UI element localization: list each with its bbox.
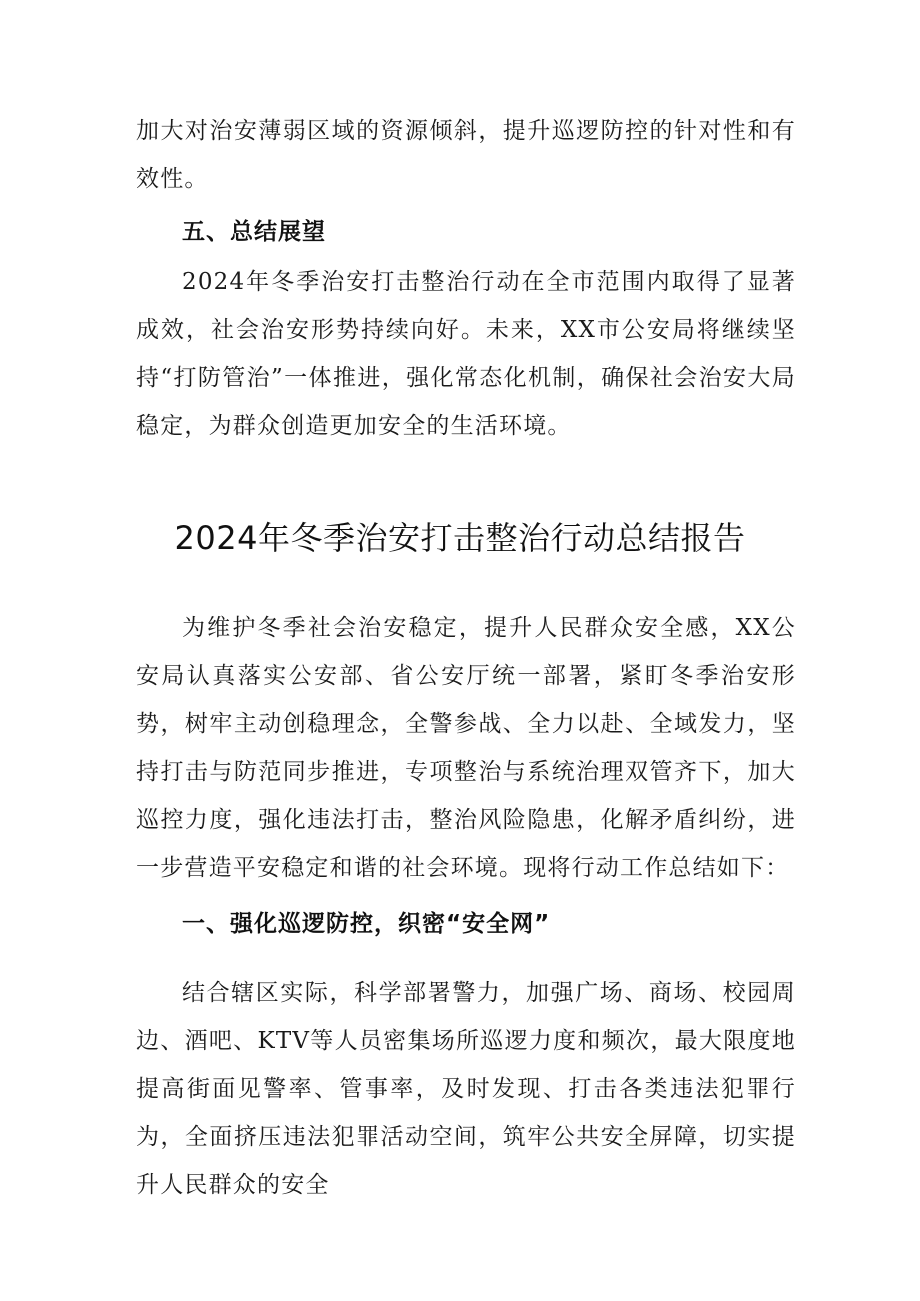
section-one-paragraph: 结合辖区实际，科学部署警力，加强广场、商场、校园周边、酒吧、KTV等人员密集场所巡逻力度和频次，最大限度地提高街面见警率、管事率，及时发现、打击各类违法犯罪行为，全面挤压违法犯罪活动空间，筑牢公共安全屏障，切实提升人民群众的安全 [136, 980, 796, 1198]
report-intro-paragraph: 为维护冬季社会治安稳定，提升人民群众安全感，XX公安局认真落实公安部、省公安厅统一部署，紧盯冬季治安形势，树牢主动创稳理念，全警参战、全力以赴、全域发力，坚持打击与防范同步推进，专项整治与系统治理双管齐下，加大巡控力度，强化违法打击，整治风险隐患，化解矛盾纠纷，进一步营造平安稳定和谐的社会环境。现将行动工作总结如下： [136, 615, 796, 881]
section-one-heading: 一、强化巡逻防控，织密“安全网” [182, 911, 551, 937]
section-five-paragraph: 2024年冬季治安打击整治行动在全市范围内取得了显著成效，社会治安形势持续向好。未来，XX市公安局将继续坚持“打防管治”一体推进，强化常态化机制，确保社会治安大局稳定，为群众创造更加安全的生活环境。 [136, 269, 796, 439]
section-five-heading: 五、总结展望 [182, 219, 326, 245]
report-title: 2024年冬季治安打击整治行动总结报告 [174, 519, 746, 557]
continuation-paragraph: 加大对治安薄弱区域的资源倾斜，提升巡逻防控的针对性和有效性。 [136, 118, 796, 192]
